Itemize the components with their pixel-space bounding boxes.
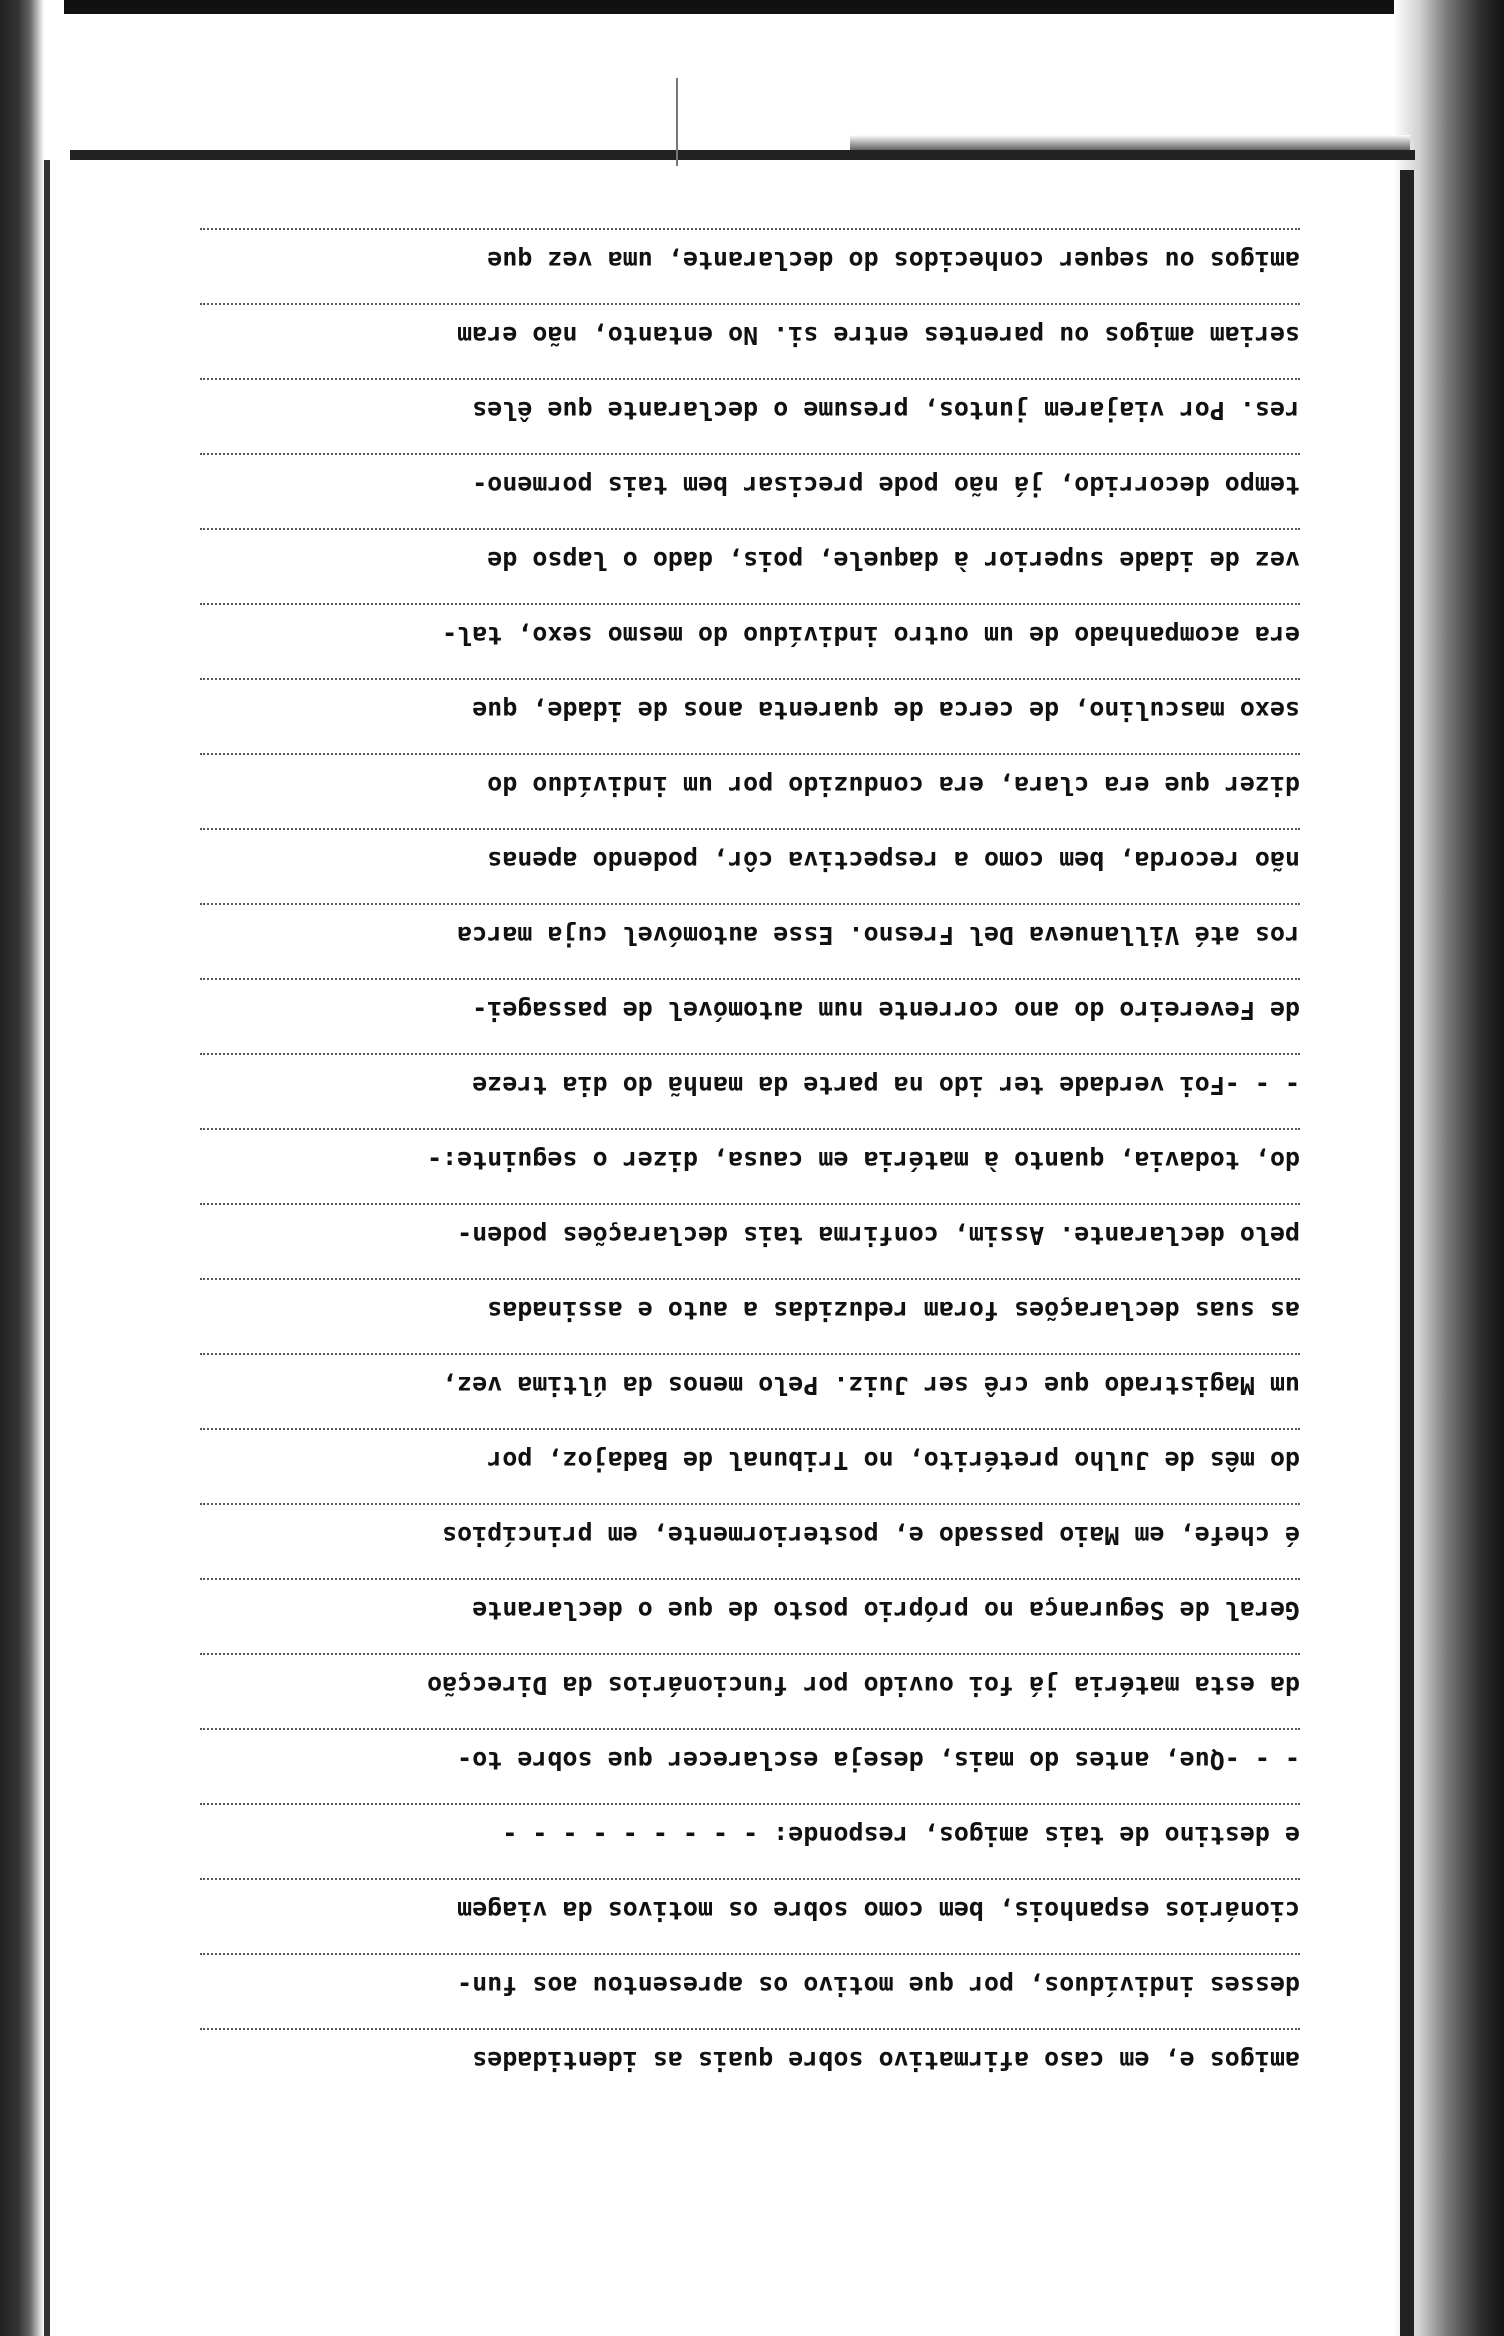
text-line: as suas declarações foram reduzidas a auto e assinadas bbox=[200, 1278, 1300, 1340]
text-line: dizer que era clara, era conduzido por um indivíduo do bbox=[200, 753, 1300, 815]
text-line: res. Por viajarem juntos, presume o declarante que êles bbox=[200, 378, 1300, 440]
text-line: sexo masculino, de cerca de quarenta anos de idade, que bbox=[200, 678, 1300, 740]
text-line: de Fevereiro do ano corrente num automóvel de passagei- bbox=[200, 978, 1300, 1040]
typed-text-block bbox=[200, 230, 1300, 2130]
scan-mark bbox=[676, 78, 678, 166]
text-line: era acompanhado de um outro indivíduo do mesmo sexo, tal- bbox=[200, 603, 1300, 665]
text-line: seriam amigos ou parentes entre si. No entanto, não eram bbox=[200, 303, 1300, 365]
text-line: - - -Foi verdade ter ido na parte da manhã do dia treze bbox=[200, 1053, 1300, 1115]
text-line: da esta matéria já foi ouvido por funcionários da Direcção bbox=[200, 1653, 1300, 1715]
text-line: não recorda, bem como a respectiva côr, podendo apenas bbox=[200, 828, 1300, 890]
text-line: amigos e, em caso afirmativo sobre quais as identidades bbox=[200, 2028, 1300, 2090]
binding-strip bbox=[44, 160, 50, 2336]
text-line: ros até Villanueva Del Fresno. Esse automóvel cuja marca bbox=[200, 903, 1300, 965]
text-line: vez de idade superior à daquele, pois, dado o lapso de bbox=[200, 528, 1300, 590]
text-line: e destino de tais amigos, responde: - - - - - - - - - bbox=[200, 1803, 1300, 1865]
text-line: amigos ou sequer conhecidos do declarante, uma vez que bbox=[200, 228, 1300, 290]
page-top-edge bbox=[70, 150, 1415, 160]
page-fold-shadow bbox=[1400, 170, 1414, 2336]
text-line: Geral de Segurança no próprio posto de que o declarante bbox=[200, 1578, 1300, 1640]
scan-edge-left bbox=[0, 0, 64, 2336]
text-line: do mês de Julho pretérito, no Tribunal de Badajoz, por bbox=[200, 1428, 1300, 1490]
scan-edge-top bbox=[0, 0, 1504, 14]
text-line: tempo decorrido, já não pode precisar bem tais pormeno- bbox=[200, 453, 1300, 515]
text-line: do, todavia, quanto à matéria em causa, dizer o seguinte:- bbox=[200, 1128, 1300, 1190]
text-line: cionários espanhois, bem como sobre os motivos da viagem bbox=[200, 1878, 1300, 1940]
text-line: desses indivíduos, por que motivo os apresentou aos fun- bbox=[200, 1953, 1300, 2015]
text-line: um Magistrado que crê ser Juiz. Pelo menos da última vez, bbox=[200, 1353, 1300, 1415]
text-line: pelo declarante. Assim, confirma tais declarações poden- bbox=[200, 1203, 1300, 1265]
text-line: é chefe, em Maio passado e, posteriormente, em princípios bbox=[200, 1503, 1300, 1565]
text-line: - - -Que, antes do mais, deseja esclarecer que sobre to- bbox=[200, 1728, 1300, 1790]
